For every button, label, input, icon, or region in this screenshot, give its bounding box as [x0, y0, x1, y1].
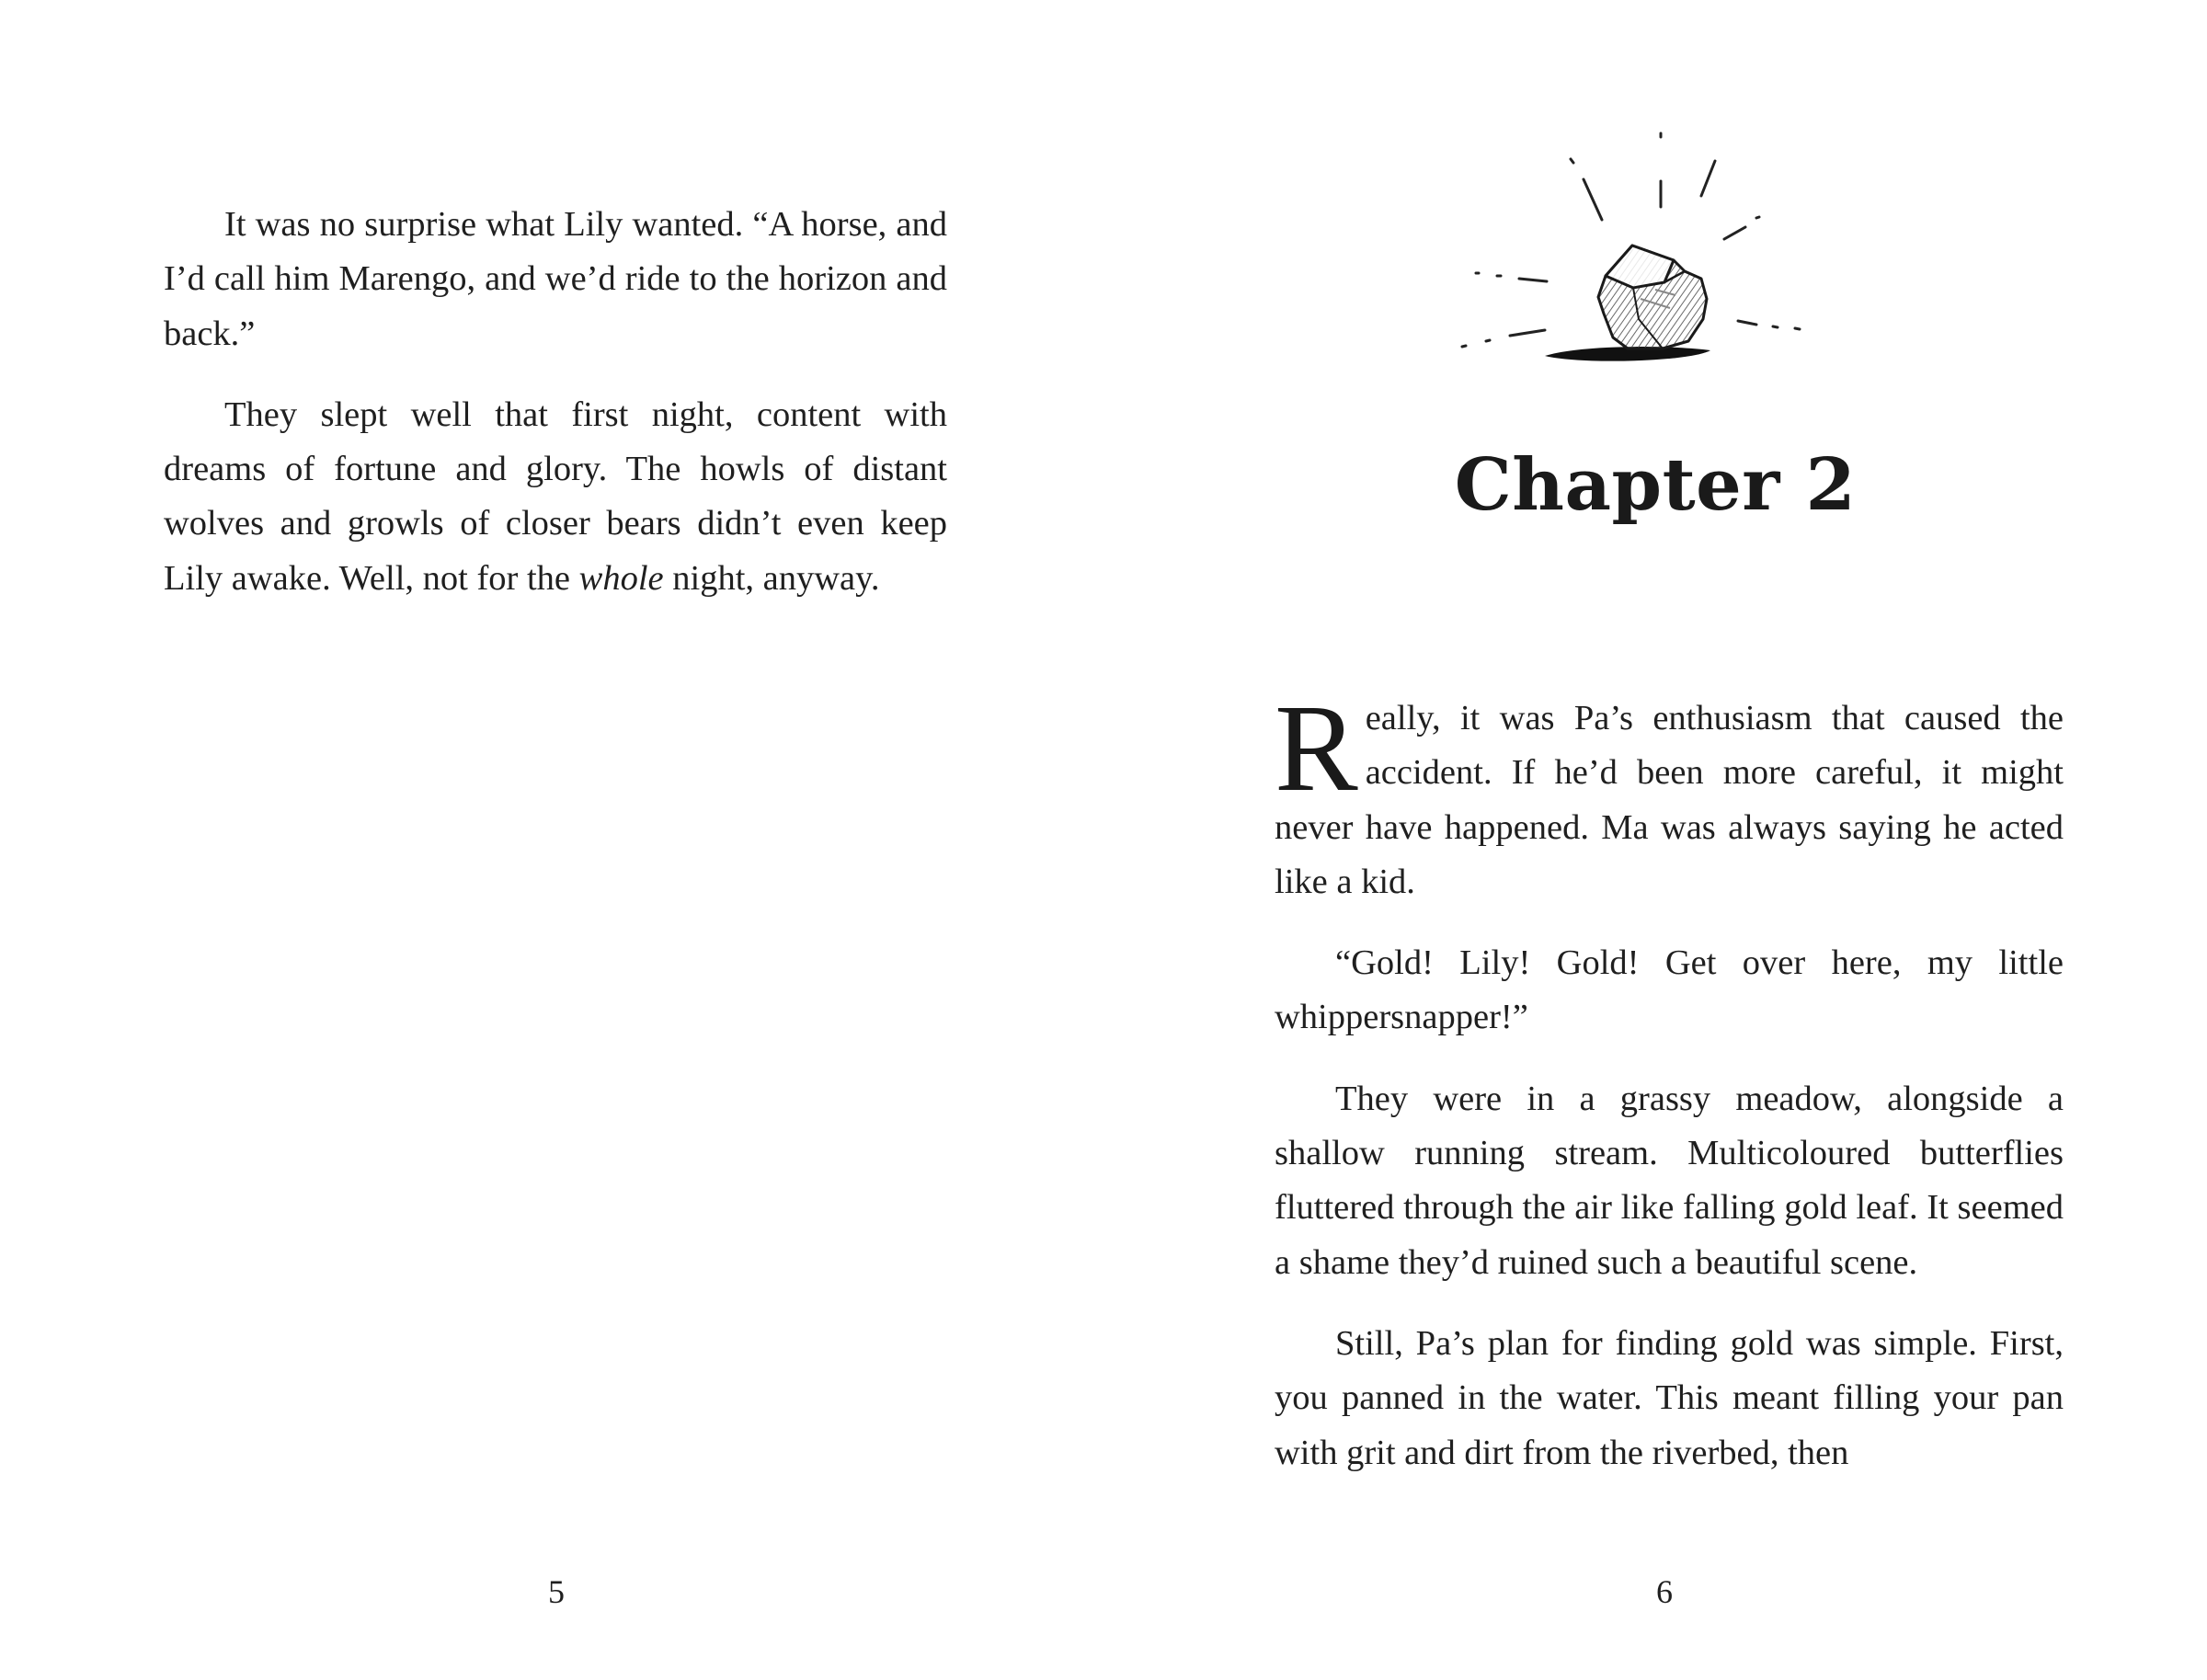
paragraph — [164, 388, 947, 606]
chapter-title: Chapter 2 — [1454, 443, 1857, 527]
left-page-text — [164, 198, 947, 606]
paragraph: It was no surprise what Lily wanted. “A horse, and I’d call him Marengo, and we’d ride to the horizon and back.” — [164, 205, 947, 353]
gold-nugget-icon — [1444, 124, 1867, 391]
paragraph-text: They slept well that first night, content with dreams of fortune and glory. The howls of distant wolves and growls of closer bears didn’t even keep Lily awake. Well, not for the — [164, 394, 947, 598]
drop-cap: R — [1275, 680, 1358, 817]
paragraph-text: night, anyway. — [663, 558, 880, 598]
italic-word: whole — [578, 558, 664, 598]
page-number: 5 — [548, 1573, 565, 1610]
paragraph: They were in a grassy meadow, alongside a shallow running stream. Multicoloured butterflies fluttered through the air like falling gold leaf. It seemed a shame they’d ruined such a beautiful scene. — [1275, 1079, 2064, 1282]
right-page — [1104, 0, 2207, 1680]
paragraph — [1275, 680, 2064, 909]
paragraph: Still, Pa’s plan for finding gold was simple. First, you panned in the water. This meant filling your pan with grit and dirt from the riverbed, then — [1275, 1323, 2064, 1472]
paragraph: “Gold! Lily! Gold! Get over here, my little whippersnapper!” — [1275, 943, 2064, 1037]
paragraph-text: eally, it was Pa’s enthusiasm that caused the accident. If he’d been more careful, it might never have happened. Ma was always saying he acted like a kid. — [1275, 699, 2064, 901]
page-number: 6 — [1656, 1573, 1673, 1610]
right-page-text — [1275, 680, 2064, 1480]
